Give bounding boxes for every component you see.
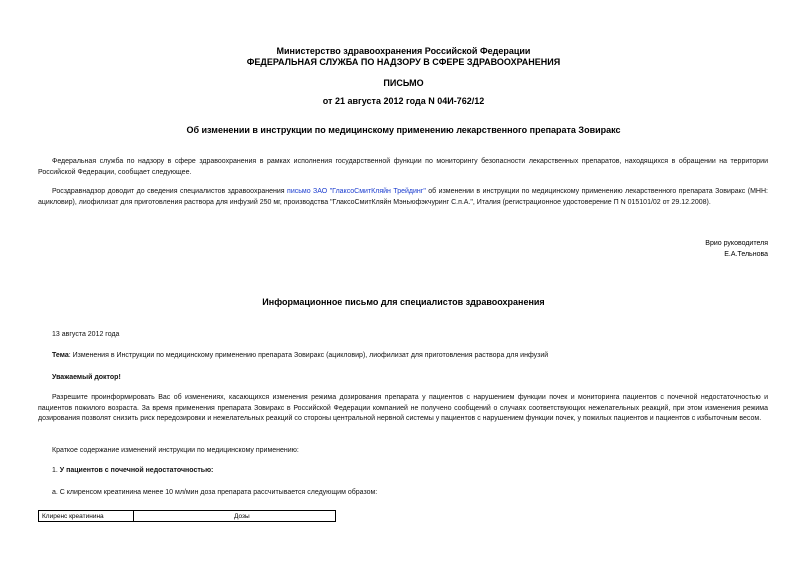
info-letter-title: Информационное письмо для специалистов здравоохранения [262, 297, 545, 307]
body-paragraph-2 [38, 187, 768, 208]
info-letter-topic [52, 350, 548, 361]
service-title: ФЕДЕРАЛЬНАЯ СЛУЖБА ПО НАДЗОРУ В СФЕРЕ ЗДРАВООХРАНЕНИЯ [246, 57, 561, 67]
dose-table [38, 510, 336, 522]
table-header-cell: Клиренс креатинина [39, 511, 134, 522]
glaxo-letter-link[interactable]: письмо ЗАО "ГлаксоСмитКляйн Трейдинг" [287, 188, 426, 195]
section-1-number: 1. [52, 467, 60, 474]
dose-table-header-row [39, 511, 336, 522]
section-1-title: У пациентов с почечной недостаточностью: [59, 467, 214, 474]
ministry-title: Министерство здравоохранения Российской Федерации [276, 46, 531, 56]
document-subject: Об изменении в инструкции по медицинскому применению лекарственного препарата Зовиракс [186, 125, 621, 135]
topic-text: : Изменения в Инструкции по медицинскому применению препарата Зовиракс (ацикловир), лиофилизат для приготовления раствора для инфузий [68, 352, 549, 359]
document-type: ПИСЬМО [383, 78, 424, 88]
signature-position: Врио руководителя [705, 240, 768, 247]
table-header-cell: Дозы [134, 511, 336, 522]
paragraph-2-text-after: об изменении в инструкции по медицинскому применению лекарственного препарата Зовиракс (МНН: ацикловир), лиофилизат для приготовления раствора для инфузий 250 мг, производства "ГлаксоСмитКляйн Мэньюфэкчуринг С.п.А.", Италия (регистрационное удостоверение П N 015101/02 от 29.12.2008). [38, 188, 768, 206]
section-1-heading [52, 465, 213, 476]
signature-block [705, 238, 768, 260]
info-letter-paragraph: Разрешите проинформировать Вас об изменениях, касающихся изменения режима дозирования препарата у пациентов с нарушением функции почек и мониторинга пациентов с почечной недостаточностью и пациентов пожилого возраста. За время применения препарата Зовиракс в Российской Федерации компанией не получено сообщений о случаях соответствующих нежелательных реакций, при этом изменения режима дозирования позволят снизить риск передозировки и нежелательных реакций со стороны центральной нервной системы у пациентов с нарушением функции почек, у пожилых пациентов и пациентов с избыточным весом. [38, 394, 768, 422]
body-paragraph-1: Федеральная служба по надзору в сфере здравоохранения в рамках исполнения государственной функции по мониторингу безопасности лекарственных препаратов, находящихся в обращении на территории Российской Федерации, сообщает следующее. [38, 158, 768, 176]
info-letter-date: 13 августа 2012 года [52, 331, 120, 338]
greeting: Уважаемый доктор! [52, 374, 121, 381]
document-date-number: от 21 августа 2012 года N 04И-762/12 [322, 96, 485, 106]
item-a: а. С клиренсом креатинина менее 10 мл/мин доза препарата рассчитывается следующим образом: [52, 489, 378, 496]
paragraph-2-text-before: Росздравнадзор доводит до сведения специалистов здравоохранения [52, 188, 288, 195]
summary-line: Краткое содержание изменений инструкции по медицинскому применению: [52, 447, 299, 454]
signature-name: Е.А.Тельнова [724, 251, 768, 258]
topic-label: Тема [52, 352, 69, 359]
